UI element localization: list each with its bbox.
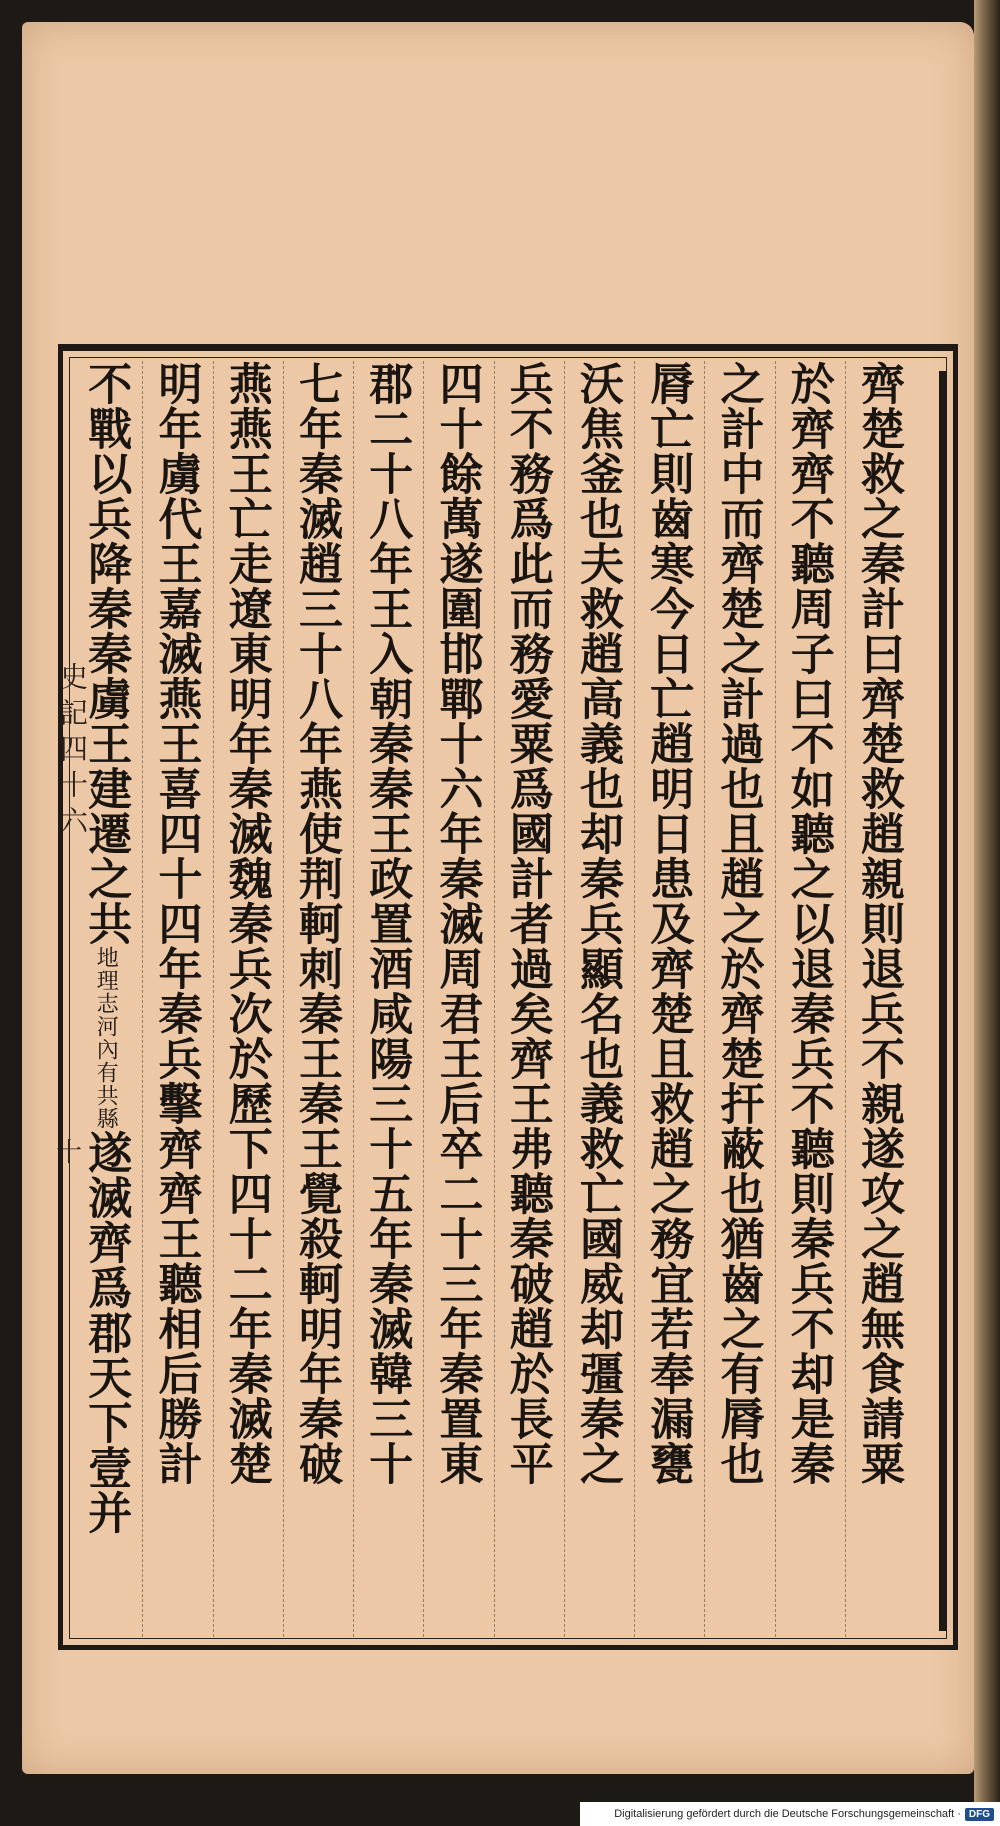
text-column-5: 沃焦釜也夫救趙高義也却秦兵顯名也義救亡國威却彊秦之 — [564, 361, 634, 1637]
margin-title: 史記四十六 — [56, 662, 89, 842]
column-12-text-a: 不戰以兵降秦秦虜王建遷之共 — [80, 361, 132, 946]
digitization-footer — [580, 1802, 1000, 1826]
text-column-12 — [73, 361, 142, 1637]
text-frame — [58, 344, 958, 1650]
frame-right-bar — [939, 371, 947, 1631]
book-edge-right — [974, 0, 1000, 1826]
text-column-6: 兵不務爲此而務愛粟爲國計者過矣齊王弗聽秦破趙於長平 — [494, 361, 564, 1637]
text-columns — [73, 361, 915, 1637]
text-column-3: 之計中而齊楚之計過也且趙之於齊楚扞蔽也猶齒之有脣也 — [704, 361, 774, 1637]
book-page — [22, 22, 974, 1774]
text-column-9: 七年秦滅趙三十八年燕使荆軻刺秦王秦王覺殺軻明年秦破 — [283, 361, 353, 1637]
text-column-10: 燕燕王亡走遼東明年秦滅魏秦兵次於歷下四十二年秦滅楚 — [213, 361, 283, 1637]
text-column-2: 於齊齊不聽周子曰不如聽之以退秦兵不聽則秦兵不却是秦 — [775, 361, 845, 1637]
footer-credit: Digitalisierung gefördert durch die Deutsche Forschungsgemeinschaft · — [614, 1808, 961, 1820]
column-12-text-b: 遂滅齊爲郡天下壹并 — [80, 1130, 132, 1535]
text-column-7: 四十餘萬遂圍邯鄲十六年秦滅周君王后卒二十三年秦置東 — [423, 361, 493, 1637]
dfg-logo: DFG — [965, 1808, 994, 1821]
text-column-4: 脣亡則齒寒今日亡趙明日患及齊楚且救趙之務宜若奉漏甕 — [634, 361, 704, 1637]
text-column-1: 齊楚救之秦計曰齊楚救趙親則退兵不親遂攻之趙無食請粟 — [845, 361, 915, 1637]
text-column-8: 郡二十八年王入朝秦秦王政置酒咸陽三十五年秦滅韓三十 — [353, 361, 423, 1637]
commentary-note: 地理志河內有共縣 — [93, 946, 119, 1130]
text-column-11: 明年虜代王嘉滅燕王喜四十四年秦兵擊齊齊王聽相后勝計 — [142, 361, 212, 1637]
leaf-number: 十 — [56, 1138, 83, 1168]
